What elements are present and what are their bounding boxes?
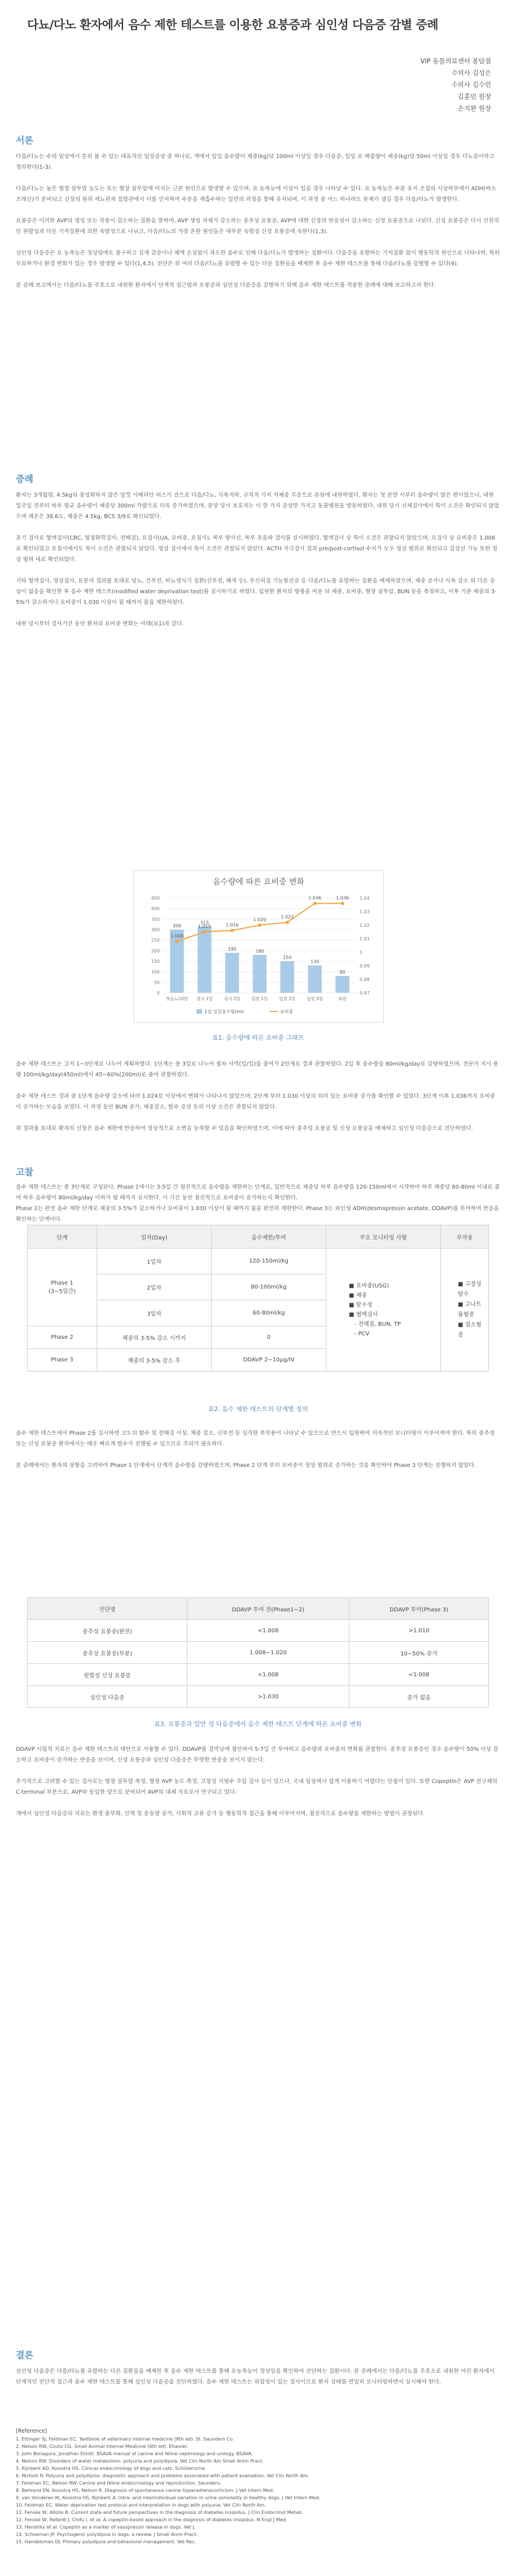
table1-caption: 표2. 음수 제한 테스트의 단계별 정의 <box>208 1405 308 1413</box>
list-item: - PCV <box>354 1330 370 1337</box>
list-item: ■ 혈액검사 <box>349 1311 378 1318</box>
discussion2-body <box>16 1428 500 1586</box>
list-item: ■ 탈수정 <box>349 1302 373 1308</box>
phase-definition-table <box>27 1225 489 1372</box>
list-item: - 전해질, BUN, TP <box>354 1321 401 1328</box>
table-cell: 3일차 <box>97 1300 212 1326</box>
bar-value-label: 150 <box>283 955 292 960</box>
section-heading-case: 증례 <box>16 474 33 484</box>
x-tick-label: 입원 2일 <box>279 996 296 1001</box>
table-cell: 0 <box>212 1326 326 1349</box>
reference-item: 2. Nelson RW, Couto CG. Small Animal Internal Medicine (6th ed). Elsevier. <box>16 2443 189 2449</box>
table-header: 일자(Day) <box>97 1225 212 1248</box>
paragraph: 환자는 3개월령, 4.5kg의 중성화하지 않은 암컷 시베리안 허스키 견으로 다음/다뇨, 식욕저하, 규칙적 기저 저체중 주증으로 본원에 내원하였다. 환자는 첫 분양 시부터 음수량이 많은 편이었으나, 내원 일주일 전부터 하루 평균 음수량이 체중당 300ml 가량으로 더욱 증가하였으며, 분양 당시 보호자는 이 한 가지 증상만 가지고 동물병원을 방문하였다. 내원 당시 신체검사에서 특이 소견은 확인되지 않았으며 체온은 38.6도, 체중은 4.5kg, BCS 3/9로 확인되었다. <box>16 492 500 520</box>
reference-item: 9. van Vonderen IK, Kooistra HS, Rijnberk A. Intra- and interindividual variation in urine osmolality in healthy dogs. J Vet Intern Med. <box>16 2495 321 2500</box>
bar-value-label: 300 <box>172 923 182 928</box>
table-cell: <1.008 <box>187 1664 349 1686</box>
paragraph: 기타 혈액검사, 영상검사, 요분석 결과를 토대로 당뇨, 간부전, 비뇨생식기 질환(신부전, 폐색 등), 부신피질 기능항진증 등 다음/다뇨를 유발하는 질환을 배제하였으며, 체중 증가나 식욕 감소 외 다른 증상이 없음을 확인한 후 음수 제한 테스트(modified water deprivation test)를 실시하기로 하였다. 입원한 환자의 방광을 비운 뒤 체중, 요비중, 혈장 삼투압, BUN 등을 측정하고, 이후 기준 체중의 3-5%가 감소하거나 요비중이 1.030 이상이 될 때까지 물을 제한하였다. <box>16 578 497 606</box>
bar <box>198 926 211 993</box>
author-name: 김훈민 원장 <box>457 93 491 100</box>
monitoring-cell <box>326 1248 441 1372</box>
table-header: 음수제한/투여 <box>212 1225 326 1248</box>
y2-tick-label: 0.97 <box>360 991 370 996</box>
x-tick-label: 검사 2일 <box>224 996 240 1001</box>
paragraph: 위 결과를 토대로 환자의 신장은 음수 제한에 반응하여 정상적으로 소변을 농축할 수 있음을 확인하였으며, 이에 따라 중추성 요붕증 및 신성 요붕증을 배제하고 심인성 다음증으로 진단하였다. <box>16 1125 473 1132</box>
usg-point <box>286 921 289 924</box>
discussion-body <box>16 1182 500 1223</box>
legend-label: 1일 일일음수량(ml) <box>204 1009 244 1014</box>
diagnosis-comparison-table <box>27 1597 489 1708</box>
table-cell: DDAVP 2~10μg/IV <box>212 1349 326 1372</box>
reference-item: 12. Fenske W, Refardt J, Chifu I, et al. A copeptin-based approach in the diagnosis of diabetes insipidus. N Engl J Med. <box>16 2517 287 2522</box>
reference-item: 14. Schoeman JP. Psychogenic polydipsia in dogs: a review. J Small Anim Pract. <box>16 2531 198 2537</box>
author-name: 손지완 원장 <box>457 104 491 112</box>
table2-caption: 표3. 요붕증과 일반 성 다음증에서 음수 제한 테스트 단계에 따른 요비중 변화 <box>154 1720 362 1728</box>
chart-title: 음수량에 따른 요비중 변화 <box>212 878 305 887</box>
table-cell: >1.010 <box>349 1620 489 1642</box>
paragraph: 심인성 다음증은 다음/다뇨를 유발하는 다른 질환들을 배제한 후 음수 제한 테스트를 통해 요농축능이 정상임을 확인하여 진단하는 질환이다. 본 증례에서는 다음/다뇨를 주호소로 내원한 어린 환자에서 단계적인 진단적 접근과 음수 제한 테스트를 통해 심인성 다음증을 진단하였다. 음수 제한 테스트는 위험성이 있는 검사이므로 환자 상태를 면밀히 모니터링하면서 실시해야 한다. <box>16 2368 495 2385</box>
usg-point <box>258 923 261 927</box>
usg-point <box>230 929 234 932</box>
table-header-row <box>28 1225 489 1248</box>
bar-value-label: 315 <box>200 920 209 926</box>
y-tick-label: 200 <box>151 948 160 954</box>
table-cell: >1.030 <box>187 1686 349 1708</box>
bar <box>281 961 294 993</box>
usg-point <box>341 902 344 905</box>
x-tick-label: 입원 3일 <box>307 996 323 1001</box>
line-value-label: 1.008 <box>170 933 183 939</box>
reference-item: 7. Feldman EC, Nelson RW. Canine and feline endocrinology and reproduction. Saunders. <box>16 2480 221 2486</box>
table-cell: 120-150ml/kg <box>212 1248 326 1274</box>
table-header: 주요 모니터링 사항 <box>326 1225 441 1248</box>
table-header: 진단명 <box>28 1598 187 1620</box>
reference-item: 5. Rijnberk AD, Kooistra HS. Clinical endocrinology of dogs and cats. Schlütersche. <box>16 2465 207 2471</box>
table-row <box>28 1642 489 1664</box>
paragraph: 추가적으로 고려할 수 있는 검사로는 혈장 삼투압 측정, 혈장 AVP 농도 측정, 고장성 식염수 주입 검사 등이 있으나, 국내 임상에서 쉽게 이용하기 어렵다는 단점이 있다. 또한 Copeptin은 AVP 전구체의 C-terminal 부분으로, AVP와 동일한 양으로 분비되어 AVP의 대체 지표로서 연구되고 있다. <box>16 1778 498 1795</box>
affiliation: VIP 동물의료센터 봉담점 <box>420 57 491 65</box>
intro-body <box>16 151 500 406</box>
table-row <box>28 1620 489 1642</box>
reference-item: 4. Nelson RW. Disorders of water metabolism: polyuria and polydipsia. Vet Clin North Am Small Anim Pract. <box>16 2458 264 2464</box>
reference-item: 15. Handelsman DJ. Primary polydipsia and behavioral management. Vet Rec. <box>16 2539 196 2544</box>
list-item: ■ 고나트륨혈증 <box>458 1301 482 1318</box>
table-cell: Phase 1 (3~5일간) <box>28 1248 97 1326</box>
reference-item: 6. Nichols R. Polyuria and polydipsia: diagnostic approach and problems associated with patient evaluation. Vet Clin North Am. <box>16 2473 309 2478</box>
table-header: DDAVP 투여(Phase 3) <box>349 1598 489 1620</box>
reference-items <box>16 2435 501 2546</box>
x-tick-label: 입원 1일 <box>251 996 268 1001</box>
chart-caption: 표1. 음수량에 따른 요비중 그래프 <box>212 1034 304 1041</box>
y-tick-label: 450 <box>151 896 160 901</box>
table-cell: 60-80ml/kg <box>212 1300 326 1326</box>
line-value-label: 1.020 <box>253 917 266 922</box>
table-cell: <1.008 <box>187 1620 349 1642</box>
line-value-label: 1.036 <box>308 895 322 901</box>
legend-swatch-bar <box>196 1009 202 1014</box>
bar <box>225 953 239 993</box>
y-tick-label: 350 <box>151 917 160 922</box>
section-heading-intro: 서론 <box>16 135 33 146</box>
usg-point <box>175 940 178 943</box>
y2-tick-label: 0.98 <box>360 977 370 982</box>
table-cell: Phase 3 <box>28 1349 97 1372</box>
reference-item: 1. Ettinger SJ, Feldman EC. Textbook of veterinary internal medicine (8th ed). St. Saunders Co. <box>16 2436 234 2442</box>
paragraph: 음수 제한 테스트는 고저 1~3단계로 나누어 계획하였다. 1단계는 총 3일로 나누어 점차 사역(일/일)을 줄여가 2단계로 경과 관찰하였다. 2일 후 음수량을 80ml/kg/day로 감량하였으며, 전문가 지시 용량 100ml/kg/day(450ml)에서 45~60%(200ml)로 줄여 관찰하였다. <box>16 1061 498 1078</box>
paragraph: 개에서 심인성 다음증의 치료는 환경 풍부화, 산책 및 운동량 증가, 사회적 교류 증가 등 행동학적 접근을 통해 이루어지며, 점진적으로 음수량을 제한하는 방법이 권장된다. <box>16 1811 425 1817</box>
table-cell: 1.008~1.020 <box>187 1642 349 1664</box>
y2-tick-label: 1.03 <box>360 909 370 914</box>
paragraph: 요붕증은 이러한 AVP의 생성 또는 작용이 감소하는 질환을 말하며, AVP 생성 자체가 감소하는 중추성 요붕증, AVP에 대한 신장의 반응성이 감소하는 신성 요붕증으로 나뉜다. 신성 요붕증은 다시 선천적인 원발성과 다른 기저질환에 의한 속발성으로 나뉘고, 다음/다뇨의 가장 흔한 원인들은 대부분 속발성 신성 요붕증에 속한다(1,3). <box>16 218 500 235</box>
table-row <box>28 1686 489 1708</box>
section-heading-conclusion: 결론 <box>16 2350 33 2360</box>
chart-container <box>133 870 384 1023</box>
paragraph: 내원 당시부터 검사기간 동안 환자의 요비중 변화는 아래(표1)과 같다. <box>16 621 184 627</box>
bar-value-label: 190 <box>228 947 237 952</box>
table-header: DDAVP 투여 전(Phase1~2) <box>187 1598 349 1620</box>
bar-value-label: 80 <box>339 970 346 975</box>
table-cell: 1일차 <box>97 1248 212 1274</box>
y-tick-label: 50 <box>154 980 160 985</box>
discussion3-body <box>16 1744 500 1981</box>
results-body <box>16 1059 500 1160</box>
paragraph: 다음/다뇨는 높은 혈청 삼투압 농도는 또는 혈장 삼투압에 미치는 근본 원인으로 발생할 수 있으며, 요 농축능에 이상이 있을 경우 나타날 수 있다. 요 농축능은 수분 유지 조절의 시상하부에서 ADH(바소프레신)가 분비되고 신장의 원위 세뇨관과 집합관에서 이를 인지하여 수분을 재흡수하는 일련의 과정을 통해 유지되며, 이 과정 중 어느 하나라도 문제가 생길 경우 다음/다뇨가 발생한다. <box>16 186 496 203</box>
section-heading-discussion: 고찰 <box>16 1167 33 1177</box>
y-tick-label: 300 <box>151 927 160 932</box>
list-item: ■ 고장성 탈수 <box>458 1281 482 1298</box>
paragraph: 본 증례 보고에서는 다음/다뇨를 주호소로 내원한 환자에서 단계적 접근법과 요붕증과 심인성 다음증을 감별하기 위해 음수 제한 테스트를 적용한 증례에 대해 보고하고자 한다. <box>16 282 436 288</box>
list-item: ■ 체중 <box>349 1292 367 1299</box>
reference-heading: [Reference] <box>16 2428 47 2434</box>
article-title: 다뇨/다노 환자에서 음수 제한 테스트를 이용한 요붕증과 심인성 다음증 감별 증례 <box>27 18 439 32</box>
legend-label: 요비중 <box>280 1009 294 1014</box>
paragraph: Phase 2는 완전 음수 제한 단계로 체중의 3-5%가 감소하거나 요비중이 1.030 이상이 될 때까지 물을 완전히 제한한다. Phase 3는 외인성 ADH(desmopressin acetate, DDAVP)를 투여하여 반응을 확인하는 단계이다. <box>16 1206 500 1223</box>
table-cell: 증가 없음 <box>349 1686 489 1708</box>
reference-list <box>16 2428 501 2546</box>
line-value-label: 1.022 <box>281 914 294 920</box>
table-row <box>28 1664 489 1686</box>
paragraph: 음수 제한 테스트 경과 중 1단계 음수량 감소에 따라 1.024로 이상에서 변화가 나타나지 않았으며, 2단계 부터 1.030 이상의 의미 있는 요비중 증가를 확인할 수 있었다. 3단계 이후 1.036까지 요비중이 증가하는 모습을 보였다. 이 과정 동안 BUN 증가, 체중감소, 탈수 증상 등의 이상 소견은 관찰되지 않았다. <box>16 1093 496 1110</box>
author-name: 수의사 김성은 <box>451 69 491 77</box>
bar <box>335 976 349 993</box>
x-tick-label: 퇴원 <box>338 996 347 1001</box>
usg-point <box>313 902 317 905</box>
table-row <box>28 1248 489 1274</box>
table-cell: 80-100ml/kg <box>212 1274 326 1300</box>
urine-specific-gravity-chart <box>134 871 383 1022</box>
line-value-label: 1.036 <box>336 895 349 901</box>
author-name: 수의사 김수민 <box>451 81 491 89</box>
paragraph: 본 증례에서는 환자의 상황을 고려하여 Phase 1 단계에서 단계적 음수량을 감량하였으며, Phase 2 단계 부터 요비중이 정상 범위로 증가하는 것을 확인하여 Phase 3 단계는 진행하지 않았다. <box>16 1462 476 1469</box>
side-effect-cell <box>441 1248 489 1372</box>
table-cell: Phase 2 <box>28 1326 97 1349</box>
reference-item: 11. Fenske W, Allolio B. Current state and future perspectives in the diagnosis of diabetes insipidus. J Clin Endocrinol Metab. <box>16 2509 303 2515</box>
bar <box>308 965 322 993</box>
table-cell: 체중의 3-5% 감소 시까지 <box>97 1326 212 1349</box>
table-cell: 체중의 3-5% 감소 후 <box>97 1349 212 1372</box>
y2-tick-label: 1.04 <box>360 896 370 901</box>
x-tick-label: 검사 1일 <box>196 996 213 1001</box>
conclusion-body <box>16 2366 500 2417</box>
paragraph: 음수 제한 테스트는 총 3단계로 구성된다. Phase 1에서는 3-5일 간 점진적으로 음수량을 제한하는 단계로, 일반적으로 체중당 하루 음수량을 120-150ml에서 시작하여 하루 체중당 60-80ml 이내로 줄여 하루 음수량이 80ml/kg/day 이하가 될 때까지 실시한다. 이 기간 동안 점진적으로 요비중이 증가하는지 확인한다. <box>16 1184 500 1201</box>
table-cell: 10~50% 증가 <box>349 1642 489 1664</box>
reference-item: 13. Hendriks et al. Copeptin as a marker of vasopressin release in dogs. Vet J. <box>16 2524 196 2530</box>
y-tick-label: 150 <box>151 959 160 964</box>
author-list <box>421 55 491 115</box>
table-cell: <1.008 <box>349 1664 489 1686</box>
reference-item: 10. Feldman EC. Water deprivation test protocol and interpretation in dogs with polyuria. Vet Clin North Am. <box>16 2502 266 2508</box>
line-value-label: 1.016 <box>225 922 239 928</box>
paragraph: DDAVP 시험적 치료는 음수 제한 테스트의 대안으로 사용할 수 있다. DDAVP를 결막낭에 점안하여 5-7일 간 투여하고 음수량과 요비중의 변화를 관찰한다. 중추성 요붕증인 경우 음수량이 50% 이상 감소하고 요비중이 증가하는 반응을 보이며, 신성 요붕증과 심인성 다음증은 뚜렷한 반응을 보이지 않는다. <box>16 1746 498 1763</box>
reference-item: 3. John Bonagura, Jonathan Elliott. BSAVA manual of canine and feline nephrology and urology. BSAVA. <box>16 2451 253 2456</box>
y-tick-label: 100 <box>151 969 160 975</box>
y2-tick-label: 1.01 <box>360 936 370 941</box>
bar-value-label: 180 <box>255 948 264 954</box>
table-cell: 심인성 다음증 <box>28 1686 187 1708</box>
y2-tick-label: 1 <box>360 950 363 955</box>
table-cell: 중추성 요붕증(완전) <box>28 1620 187 1642</box>
table-header-row <box>28 1598 489 1620</box>
table-header: 부작용 <box>441 1225 489 1248</box>
table-cell: 원발성 신성 요붕증 <box>28 1664 187 1686</box>
y2-tick-label: 1.02 <box>360 923 370 928</box>
y-tick-label: 0 <box>156 991 160 996</box>
table-cell: 2일차 <box>97 1274 212 1300</box>
case-body <box>16 490 500 851</box>
paragraph: 심인성 다음증은 요 농축능은 정상임에도 불구하고 실제 갈증이나 체액 손실없이 과도한 음수로 인해 다음/다뇨가 발생하는 질환이다. 다음증을 유발하는 기저질환 없이 행동학적 원인으로 나타나며, 특히 무료하거나 환경 변화가 있는 경우 발생할 수 있다(1,4,5). 진단은 위 여러 다음/다뇨를 유발할 수 있는 다른 질환들을 배제한 후 음수 제한 테스트를 통해 다음/다뇨를 감별할 수 있다(4). <box>16 250 500 267</box>
table-cell: 중추성 요붕증(부분) <box>28 1642 187 1664</box>
x-tick-label: 첫음뇨/내원 <box>166 996 188 1001</box>
y-tick-label: 400 <box>151 906 160 912</box>
usg-point <box>203 930 206 934</box>
paragraph: 다음/다뇨는 수의 임상에서 흔히 볼 수 있는 대표적인 임상증상 중 하나로, 개에서 일일 음수량이 체중(kg)당 100ml 이상일 경우 다음증, 일일 요 배출량이 체중(kg)당 50ml 이상일 경우 다뇨증이라고 정의한다(1-3). <box>16 154 495 170</box>
list-item: ■ 요비중(USG) <box>349 1282 389 1289</box>
bar <box>253 955 266 993</box>
reference-item: 8. Behrend EN, Kooistra HS, Nelson R. Diagnosis of spontaneous canine hyperadrenocorticism. J Vet Intern Med. <box>16 2487 274 2493</box>
bar-value-label: 130 <box>311 959 320 965</box>
paragraph: 음수 제한 테스트에서 Phase 2를 실시하면 고도의 탈수 및 전해질 이상, 체중 감소, 신부전 등 심각한 부작용이 나타날 수 있으므로 반드시 입원하여 지속적인 모니터링이 이루어져야 한다. 특히 중추성 또는 신성 요붕증 환자에서는 매우 빠르게 탈수가 진행될 수 있으므로 주의가 필요하다. <box>16 1430 495 1447</box>
list-item: ■ 질소혈증 <box>458 1321 482 1338</box>
y-tick-label: 250 <box>151 937 160 943</box>
line-value-label: 1.015 <box>198 924 211 929</box>
paragraph: 초기 검사로 혈액검사(CBC, 혈청화학검사, 전해질), 요검사(UA, 요비중, 요침사), 복부 방사선, 복부 초음파 검사를 실시하였다. 혈액검사 상 특이 소견은 관찰되지 않았으며, 요검사 상 요비중은 1.008로 확인되었고 요침사에서도 특이 소견은 관찰되지 않았다. 영상 검사에서 특이 소견은 관찰되지 않았다. ACTH 자극검사 결과 pre/post-cortisol 수치가 모두 정상 범위로 확인되고 갑상선 기능 또한 정상 범위 내로 확인되었다. <box>16 535 498 563</box>
table-header: 단계 <box>28 1225 97 1248</box>
y2-tick-label: 0.99 <box>360 963 370 969</box>
bar <box>170 930 183 993</box>
